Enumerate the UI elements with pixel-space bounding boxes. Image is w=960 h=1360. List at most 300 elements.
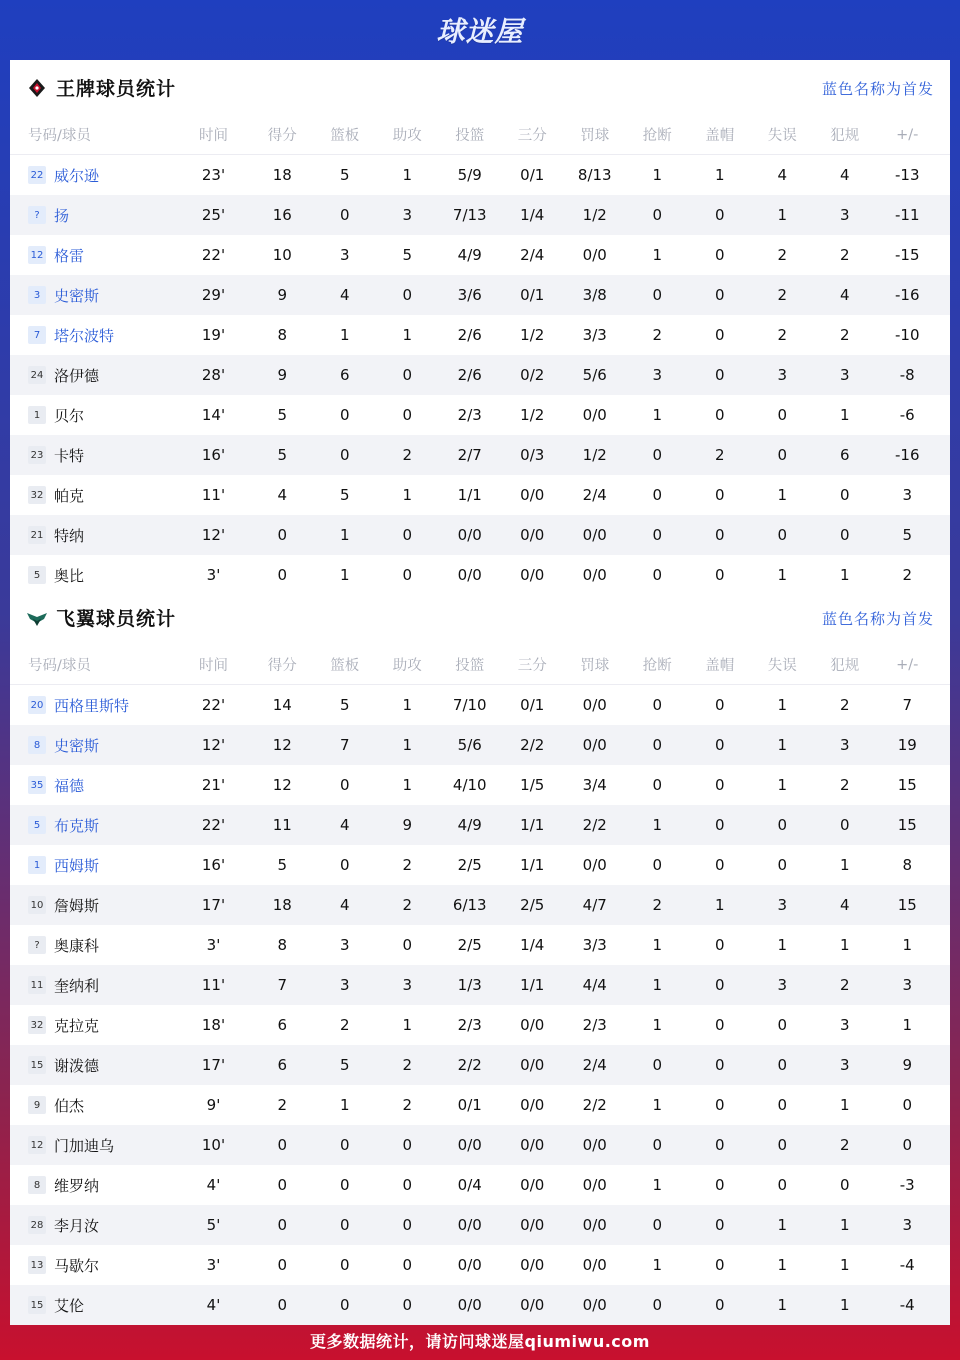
column-header: 篮板 <box>330 658 360 674</box>
player-cell[interactable] <box>10 485 176 506</box>
stat-fouls: 0 <box>839 1176 850 1194</box>
player-cell[interactable] <box>10 245 176 266</box>
stat-fouls: 2 <box>839 976 850 994</box>
table-row[interactable] <box>10 355 950 395</box>
stat-time: 11' <box>201 486 226 504</box>
stat-blocks: 0 <box>714 816 725 834</box>
stat-plus-minus: -3 <box>899 1176 915 1194</box>
stat-steals: 1 <box>652 406 663 424</box>
stat-three-pt: 0/0 <box>520 1256 545 1274</box>
player-cell[interactable] <box>10 1295 176 1316</box>
jersey-number-badge: 24 <box>28 366 46 384</box>
stat-rebounds: 2 <box>339 1016 350 1034</box>
team-section-aces <box>10 60 950 595</box>
stat-blocks: 0 <box>714 326 725 344</box>
jersey-number-badge: 15 <box>28 1296 46 1314</box>
jersey-number-badge: 11 <box>28 976 46 994</box>
stat-plus-minus: 15 <box>897 776 917 794</box>
stat-rebounds: 6 <box>339 366 350 384</box>
stat-fg: 0/0 <box>457 1136 482 1154</box>
stat-rebounds: 4 <box>339 286 350 304</box>
stat-time: 22' <box>201 816 226 834</box>
table-row[interactable] <box>10 195 950 235</box>
column-header: 篮板 <box>330 128 360 144</box>
stat-three-pt: 0/2 <box>520 366 545 384</box>
player-cell[interactable] <box>10 855 176 876</box>
table-row[interactable] <box>10 965 950 1005</box>
stat-fg: 2/3 <box>457 406 482 424</box>
stat-rebounds: 0 <box>339 406 350 424</box>
stat-three-pt: 0/0 <box>520 1096 545 1114</box>
stat-three-pt: 0/0 <box>520 1016 545 1034</box>
table-row[interactable] <box>10 805 950 845</box>
table-row[interactable] <box>10 845 950 885</box>
stat-steals: 0 <box>652 526 663 544</box>
column-header: 犯规 <box>830 658 860 674</box>
player-name[interactable]: 艾伦 <box>54 1296 85 1315</box>
table-header-row <box>10 115 950 155</box>
stat-time: 17' <box>201 896 226 914</box>
stat-blocks: 0 <box>714 1136 725 1154</box>
stat-turnovers: 1 <box>777 936 788 954</box>
stats-card <box>10 60 950 1320</box>
stat-three-pt: 1/5 <box>520 776 545 794</box>
table-row[interactable] <box>10 275 950 315</box>
stat-assists: 0 <box>402 1296 413 1314</box>
stat-assists: 1 <box>402 776 413 794</box>
stat-time: 22' <box>201 696 226 714</box>
stat-three-pt: 2/5 <box>520 896 545 914</box>
stat-fouls: 3 <box>839 1056 850 1074</box>
stat-assists: 0 <box>402 566 413 584</box>
aces-logo-icon <box>26 77 48 99</box>
stat-time: 3' <box>206 936 221 954</box>
stat-assists: 2 <box>402 1096 413 1114</box>
stat-assists: 0 <box>402 526 413 544</box>
column-header: 时间 <box>199 658 228 674</box>
stat-ft: 0/0 <box>582 1136 607 1154</box>
player-cell[interactable] <box>10 405 176 426</box>
stat-assists: 1 <box>402 326 413 344</box>
stat-assists: 1 <box>402 696 413 714</box>
stat-fg: 7/10 <box>452 696 487 714</box>
stat-blocks: 0 <box>714 566 725 584</box>
stat-points: 0 <box>277 526 288 544</box>
stat-rebounds: 3 <box>339 976 350 994</box>
stat-steals: 0 <box>652 206 663 224</box>
stat-rebounds: 4 <box>339 816 350 834</box>
stat-fg: 2/7 <box>457 446 482 464</box>
player-cell[interactable] <box>10 525 176 546</box>
table-row[interactable] <box>10 395 950 435</box>
stat-fg: 0/0 <box>457 1216 482 1234</box>
stat-steals: 1 <box>652 1256 663 1274</box>
player-name[interactable]: 威尔逊 <box>54 166 100 185</box>
stat-fouls: 1 <box>839 1296 850 1314</box>
stat-fg: 0/0 <box>457 1256 482 1274</box>
stat-rebounds: 0 <box>339 206 350 224</box>
stat-points: 4 <box>277 486 288 504</box>
stat-points: 18 <box>272 166 292 184</box>
stat-steals: 1 <box>652 1096 663 1114</box>
player-name[interactable]: 塔尔波特 <box>54 326 115 345</box>
stat-blocks: 0 <box>714 776 725 794</box>
table-row[interactable] <box>10 315 950 355</box>
stat-fouls: 2 <box>839 696 850 714</box>
player-cell[interactable] <box>10 325 176 346</box>
stat-turnovers: 2 <box>777 326 788 344</box>
player-name[interactable]: 帕克 <box>54 486 85 505</box>
stat-turnovers: 0 <box>777 1016 788 1034</box>
player-cell[interactable] <box>10 1175 176 1196</box>
stat-turnovers: 2 <box>777 286 788 304</box>
stat-fg: 2/6 <box>457 326 482 344</box>
stat-points: 0 <box>277 566 288 584</box>
table-row[interactable] <box>10 765 950 805</box>
stat-rebounds: 5 <box>339 166 350 184</box>
stat-ft: 0/0 <box>582 526 607 544</box>
jersey-number-badge: ? <box>28 936 46 954</box>
stat-blocks: 0 <box>714 856 725 874</box>
player-cell[interactable] <box>10 1135 176 1156</box>
table-row[interactable] <box>10 1085 950 1125</box>
stat-ft: 5/6 <box>582 366 607 384</box>
stat-points: 9 <box>277 286 288 304</box>
stat-time: 21' <box>201 776 226 794</box>
stat-points: 18 <box>272 896 292 914</box>
table-row[interactable] <box>10 925 950 965</box>
stat-ft: 4/4 <box>582 976 607 994</box>
player-cell[interactable] <box>10 165 176 186</box>
stat-fg: 1/3 <box>457 976 482 994</box>
column-header: +/- <box>896 126 919 143</box>
table-row[interactable] <box>10 725 950 765</box>
stat-three-pt: 0/0 <box>520 1176 545 1194</box>
stat-rebounds: 0 <box>339 1256 350 1274</box>
jersey-number-badge: 5 <box>28 816 46 834</box>
stat-plus-minus: 0 <box>902 1096 913 1114</box>
stat-rebounds: 5 <box>339 1056 350 1074</box>
player-name[interactable]: 史密斯 <box>54 286 100 305</box>
brand-logo: 球迷屋 <box>436 15 524 48</box>
stat-three-pt: 2/4 <box>520 246 545 264</box>
player-name[interactable]: 李月汝 <box>54 1216 100 1235</box>
jersey-number-badge: 3 <box>28 286 46 304</box>
stat-fg: 0/0 <box>457 566 482 584</box>
player-name[interactable]: 门加迪乌 <box>54 1136 115 1155</box>
stat-time: 10' <box>201 1136 226 1154</box>
table-row[interactable] <box>10 1045 950 1085</box>
stat-fg: 4/9 <box>457 816 482 834</box>
player-cell[interactable] <box>10 565 176 586</box>
player-name[interactable]: 特纳 <box>54 526 85 545</box>
stat-plus-minus: 7 <box>902 696 913 714</box>
player-cell[interactable] <box>10 1255 176 1276</box>
stat-turnovers: 2 <box>777 246 788 264</box>
table-row[interactable] <box>10 1245 950 1285</box>
stat-three-pt: 1/1 <box>520 856 545 874</box>
stat-rebounds: 5 <box>339 486 350 504</box>
stat-assists: 0 <box>402 1176 413 1194</box>
stat-ft: 2/3 <box>582 1016 607 1034</box>
stat-three-pt: 0/0 <box>520 526 545 544</box>
stat-steals: 0 <box>652 1056 663 1074</box>
player-cell[interactable] <box>10 775 176 796</box>
stat-three-pt: 0/0 <box>520 486 545 504</box>
stat-fouls: 2 <box>839 246 850 264</box>
player-cell[interactable] <box>10 815 176 836</box>
stat-turnovers: 0 <box>777 526 788 544</box>
stat-points: 5 <box>277 446 288 464</box>
stat-fg: 2/6 <box>457 366 482 384</box>
stat-plus-minus: 2 <box>902 566 913 584</box>
stat-plus-minus: 0 <box>902 1136 913 1154</box>
player-cell[interactable] <box>10 205 176 226</box>
stat-plus-minus: -8 <box>899 366 915 384</box>
stat-fouls: 1 <box>839 1096 850 1114</box>
stat-three-pt: 0/1 <box>520 286 545 304</box>
table-row[interactable] <box>10 435 950 475</box>
column-header: 三分 <box>517 658 547 674</box>
team-header <box>10 60 950 115</box>
stat-turnovers: 0 <box>777 406 788 424</box>
stat-rebounds: 3 <box>339 246 350 264</box>
stat-ft: 3/3 <box>582 936 607 954</box>
stat-blocks: 0 <box>714 976 725 994</box>
team-title: 王牌球员统计 <box>56 78 177 100</box>
table-row[interactable] <box>10 1005 950 1045</box>
stat-plus-minus: -16 <box>895 286 920 304</box>
player-cell[interactable] <box>10 975 176 996</box>
table-row[interactable] <box>10 155 950 195</box>
table-row[interactable] <box>10 555 950 595</box>
table-row[interactable] <box>10 1285 950 1325</box>
stat-three-pt: 1/2 <box>520 326 545 344</box>
stat-three-pt: 0/0 <box>520 1296 545 1314</box>
stat-plus-minus: 19 <box>897 736 917 754</box>
stat-rebounds: 7 <box>339 736 350 754</box>
stat-points: 16 <box>272 206 292 224</box>
stat-blocks: 1 <box>714 166 725 184</box>
stat-fouls: 2 <box>839 1136 850 1154</box>
column-header: 号码/球员 <box>28 658 91 674</box>
stat-assists: 5 <box>402 246 413 264</box>
player-name[interactable]: 谢泼德 <box>54 1056 100 1075</box>
player-cell[interactable] <box>10 1215 176 1236</box>
table-row[interactable] <box>10 1125 950 1165</box>
table-row[interactable] <box>10 475 950 515</box>
stat-time: 29' <box>201 286 226 304</box>
stat-turnovers: 1 <box>777 486 788 504</box>
stat-turnovers: 1 <box>777 206 788 224</box>
jersey-number-badge: 35 <box>28 776 46 794</box>
stat-points: 12 <box>272 776 292 794</box>
stat-time: 25' <box>201 206 226 224</box>
player-cell[interactable] <box>10 1055 176 1076</box>
jersey-number-badge: 1 <box>28 856 46 874</box>
stat-blocks: 0 <box>714 1096 725 1114</box>
player-name[interactable]: 伯杰 <box>54 1096 85 1115</box>
player-name[interactable]: 西姆斯 <box>54 856 100 875</box>
column-header: 犯规 <box>830 128 860 144</box>
player-name[interactable]: 史密斯 <box>54 736 100 755</box>
stat-blocks: 2 <box>714 446 725 464</box>
jersey-number-badge: 8 <box>28 1176 46 1194</box>
column-header: 投篮 <box>455 658 485 674</box>
stat-fg: 0/1 <box>457 1096 482 1114</box>
stat-fg: 2/5 <box>457 856 482 874</box>
jersey-number-badge: 5 <box>28 566 46 584</box>
player-name[interactable]: 克拉克 <box>54 1016 100 1035</box>
stat-fouls: 2 <box>839 326 850 344</box>
stat-fouls: 1 <box>839 856 850 874</box>
stat-points: 11 <box>272 816 292 834</box>
player-cell[interactable] <box>10 935 176 956</box>
table-row[interactable] <box>10 1165 950 1205</box>
stat-points: 0 <box>277 1136 288 1154</box>
table-row[interactable] <box>10 685 950 725</box>
stat-steals: 0 <box>652 736 663 754</box>
stat-turnovers: 3 <box>777 896 788 914</box>
stat-turnovers: 1 <box>777 1216 788 1234</box>
player-cell[interactable] <box>10 895 176 916</box>
stat-rebounds: 1 <box>339 326 350 344</box>
stat-points: 0 <box>277 1176 288 1194</box>
stat-ft: 3/8 <box>582 286 607 304</box>
stat-assists: 0 <box>402 1136 413 1154</box>
stat-turnovers: 1 <box>777 566 788 584</box>
player-name[interactable]: 贝尔 <box>54 406 85 425</box>
stat-assists: 0 <box>402 936 413 954</box>
stat-steals: 2 <box>652 326 663 344</box>
stat-time: 4' <box>206 1176 221 1194</box>
stat-blocks: 0 <box>714 1176 725 1194</box>
stat-fg: 2/5 <box>457 936 482 954</box>
stat-plus-minus: -15 <box>895 246 920 264</box>
jersey-number-badge: 1 <box>28 406 46 424</box>
stat-fg: 4/10 <box>452 776 487 794</box>
stat-plus-minus: -4 <box>899 1296 915 1314</box>
stat-ft: 0/0 <box>582 406 607 424</box>
stat-ft: 0/0 <box>582 1296 607 1314</box>
player-name[interactable]: 奥康科 <box>54 936 100 955</box>
player-cell[interactable] <box>10 695 176 716</box>
player-name[interactable]: 扬 <box>54 206 70 225</box>
player-name[interactable]: 维罗纳 <box>54 1176 100 1195</box>
table-row[interactable] <box>10 515 950 555</box>
jersey-number-badge: 32 <box>28 1016 46 1034</box>
table-row[interactable] <box>10 885 950 925</box>
player-name[interactable]: 布克斯 <box>54 816 100 835</box>
player-name[interactable]: 奥比 <box>54 566 85 585</box>
stat-blocks: 0 <box>714 526 725 544</box>
player-name[interactable]: 洛伊德 <box>54 366 100 385</box>
stat-time: 4' <box>206 1296 221 1314</box>
stat-fouls: 0 <box>839 486 850 504</box>
stat-ft: 0/0 <box>582 736 607 754</box>
column-header: 失误 <box>767 658 797 674</box>
stat-rebounds: 1 <box>339 566 350 584</box>
stat-ft: 2/4 <box>582 1056 607 1074</box>
jersey-number-badge: 7 <box>28 326 46 344</box>
stat-three-pt: 0/1 <box>520 696 545 714</box>
stat-plus-minus: 3 <box>902 1216 913 1234</box>
stat-three-pt: 0/3 <box>520 446 545 464</box>
stat-ft: 0/0 <box>582 856 607 874</box>
jersey-number-badge: 22 <box>28 166 46 184</box>
footer-text: 更多数据统计，请访问球迷屋qiumiwu.com <box>310 1331 650 1351</box>
jersey-number-badge: 21 <box>28 526 46 544</box>
stat-three-pt: 0/0 <box>520 566 545 584</box>
column-header: 盖帽 <box>705 128 735 144</box>
stat-assists: 1 <box>402 736 413 754</box>
player-cell[interactable] <box>10 285 176 306</box>
stat-time: 16' <box>201 856 226 874</box>
stat-plus-minus: 15 <box>897 816 917 834</box>
stat-plus-minus: -4 <box>899 1256 915 1274</box>
player-name[interactable]: 卡特 <box>54 446 85 465</box>
player-name[interactable]: 奎纳利 <box>54 976 100 995</box>
stat-time: 3' <box>206 566 221 584</box>
team-section-wings <box>10 590 950 1325</box>
player-cell[interactable] <box>10 445 176 466</box>
jersey-number-badge: 9 <box>28 1096 46 1114</box>
player-cell[interactable] <box>10 365 176 386</box>
stat-turnovers: 0 <box>777 856 788 874</box>
stat-fg: 2/3 <box>457 1016 482 1034</box>
stat-rebounds: 5 <box>339 696 350 714</box>
player-name[interactable]: 福德 <box>54 776 85 795</box>
stat-points: 5 <box>277 856 288 874</box>
stat-steals: 0 <box>652 696 663 714</box>
stat-steals: 1 <box>652 976 663 994</box>
player-cell[interactable] <box>10 1095 176 1116</box>
stat-turnovers: 4 <box>777 166 788 184</box>
player-cell[interactable] <box>10 1015 176 1036</box>
stat-assists: 2 <box>402 446 413 464</box>
player-name[interactable]: 西格里斯特 <box>54 696 130 715</box>
table-row[interactable] <box>10 235 950 275</box>
team-header <box>10 590 950 645</box>
stat-time: 12' <box>201 526 226 544</box>
stat-points: 10 <box>272 246 292 264</box>
stat-points: 7 <box>277 976 288 994</box>
stat-steals: 3 <box>652 366 663 384</box>
stat-assists: 0 <box>402 366 413 384</box>
stat-assists: 1 <box>402 1016 413 1034</box>
table-row[interactable] <box>10 1205 950 1245</box>
jersey-number-badge: 12 <box>28 1136 46 1154</box>
stat-plus-minus: 3 <box>902 486 913 504</box>
player-name[interactable]: 格雷 <box>54 246 85 265</box>
stat-blocks: 0 <box>714 366 725 384</box>
stat-fg: 6/13 <box>452 896 487 914</box>
stat-fg: 4/9 <box>457 246 482 264</box>
stat-ft: 2/2 <box>582 816 607 834</box>
stat-fouls: 1 <box>839 1256 850 1274</box>
stat-blocks: 1 <box>714 896 725 914</box>
jersey-number-badge: 12 <box>28 246 46 264</box>
stat-steals: 0 <box>652 1136 663 1154</box>
stat-plus-minus: 5 <box>902 526 913 544</box>
player-cell[interactable] <box>10 735 176 756</box>
stat-blocks: 0 <box>714 736 725 754</box>
column-header: 三分 <box>517 128 547 144</box>
player-name[interactable]: 詹姆斯 <box>54 896 100 915</box>
player-name[interactable]: 马歇尔 <box>54 1256 100 1275</box>
stat-turnovers: 0 <box>777 1136 788 1154</box>
stat-turnovers: 0 <box>777 446 788 464</box>
